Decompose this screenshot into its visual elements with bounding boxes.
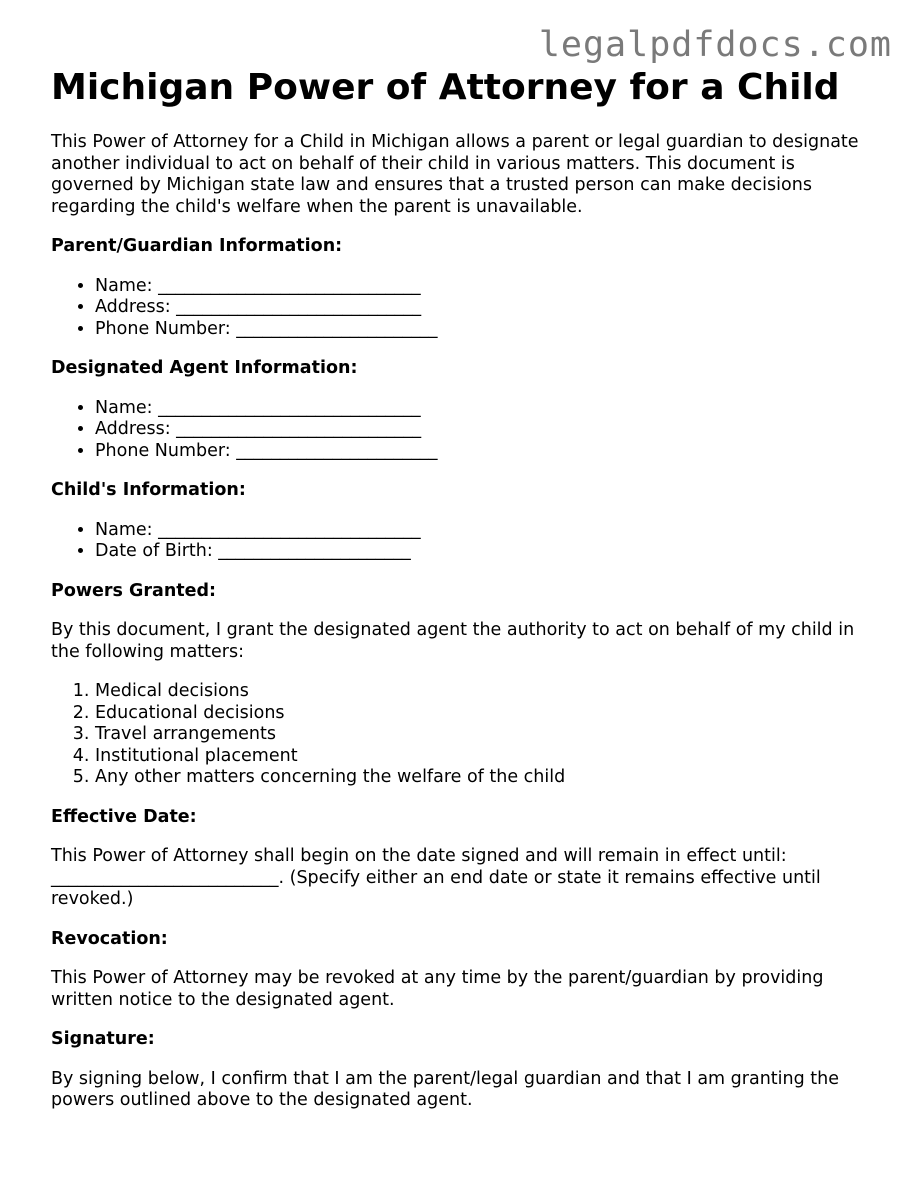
parent-section-heading: Parent/Guardian Information:	[51, 236, 343, 256]
document-page	[51, 66, 871, 1112]
powers-paragraph: By this document, I grant the designated agent the authority to act on behalf of my child in the following matters:	[51, 620, 855, 662]
power-item: 2. Educational decisions	[95, 703, 871, 725]
powers-list	[51, 681, 871, 789]
page-title: Michigan Power of Attorney for a Child	[51, 67, 840, 108]
agent-name-field[interactable]: • Name: ______________________________	[95, 398, 871, 420]
powers-section-heading: Powers Granted:	[51, 580, 217, 601]
parent-address-field[interactable]: • Address: ____________________________	[95, 297, 871, 319]
parent-field-list	[51, 276, 871, 341]
agent-section-heading: Designated Agent Information:	[51, 358, 358, 378]
power-item: 3. Travel arrangements	[95, 724, 871, 746]
child-name-field[interactable]: • Name: ______________________________	[95, 520, 871, 542]
effective-date-heading: Effective Date:	[51, 806, 197, 827]
agent-field-list	[51, 398, 871, 463]
child-dob-field[interactable]: • Date of Birth: ______________________	[95, 541, 871, 563]
agent-phone-field[interactable]: • Phone Number: _______________________	[95, 441, 871, 463]
parent-name-field[interactable]: • Name: ______________________________	[95, 276, 871, 298]
signature-heading: Signature:	[51, 1029, 155, 1049]
power-item: 4. Institutional placement	[95, 746, 871, 768]
signature-paragraph: By signing below, I confirm that I am the parent/legal guardian and that I am granting the powers outlined above to the designated agent.	[51, 1068, 839, 1110]
effective-date-paragraph: This Power of Attorney shall begin on the date signed and will remain in effect until: __________________________. (Specify either an end date or state it remains effective until revoked.)	[51, 846, 821, 909]
revocation-paragraph: This Power of Attorney may be revoked at any time by the parent/guardian by providing written notice to the designated agent.	[51, 968, 824, 1010]
child-section-heading: Child's Information:	[51, 480, 246, 500]
watermark: legalpdfdocs.com	[538, 25, 892, 65]
parent-phone-field[interactable]: • Phone Number: _______________________	[95, 319, 871, 341]
agent-address-field[interactable]: • Address: ____________________________	[95, 419, 871, 441]
child-field-list	[51, 520, 871, 563]
revocation-heading: Revocation:	[51, 928, 168, 949]
power-item: 1. Medical decisions	[95, 681, 871, 703]
intro-paragraph: This Power of Attorney for a Child in Michigan allows a parent or legal guardian to designate another individual to act on behalf of their child in various matters. This document is governed by Michigan state law and ensures that a trusted person can make decisions regarding the child's welfare when the parent is unavailable.	[51, 132, 859, 217]
power-item: 5. Any other matters concerning the welfare of the child	[95, 767, 871, 789]
